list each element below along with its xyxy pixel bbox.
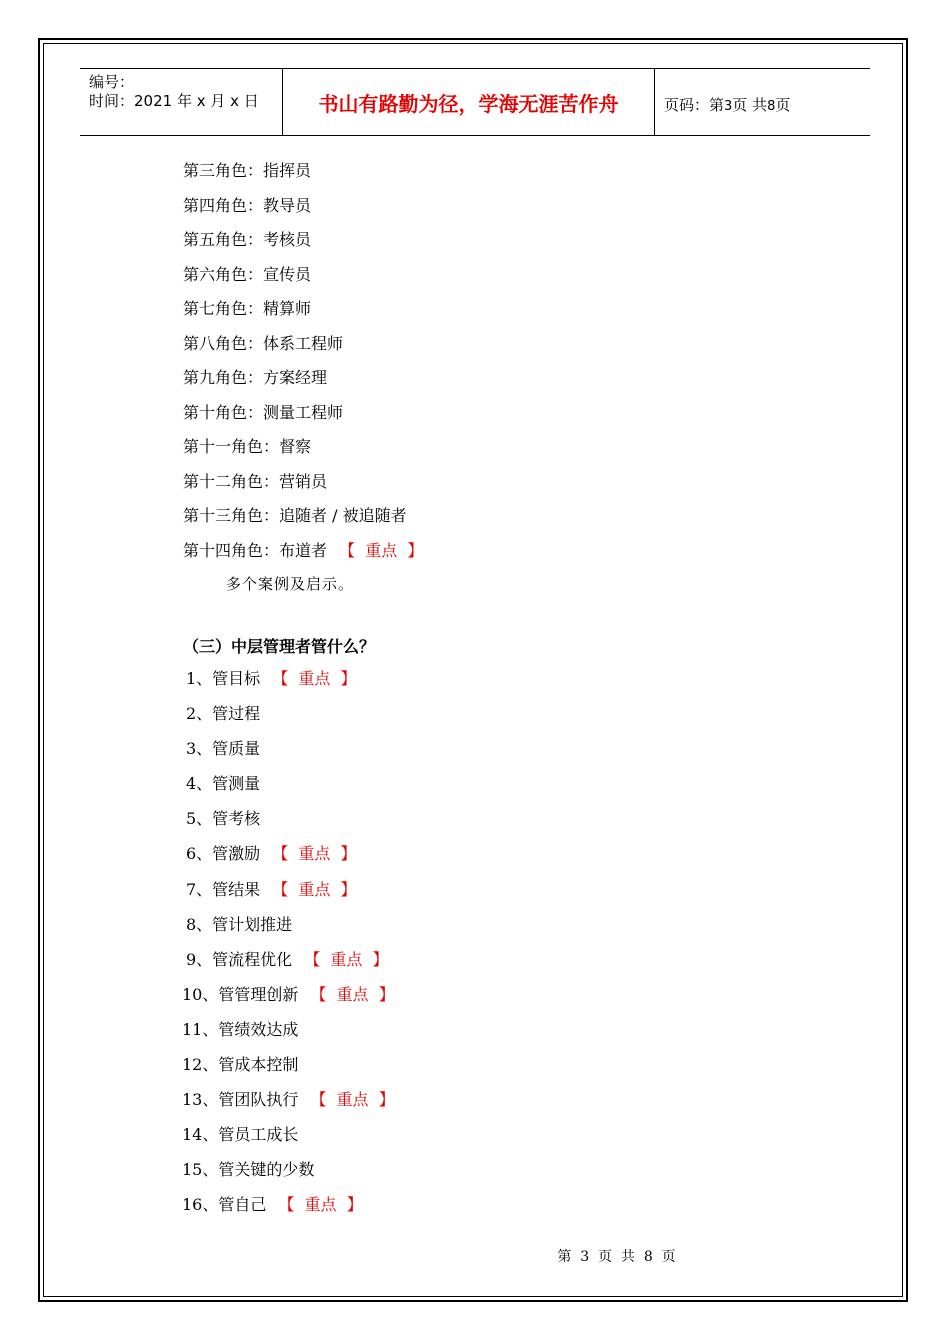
role-line bbox=[183, 228, 423, 263]
role-line bbox=[183, 263, 423, 298]
role-line-text: 第九角色：方案经理 bbox=[183, 368, 328, 387]
manage-items-list bbox=[182, 667, 395, 1229]
manage-item-text: 3、管质量 bbox=[186, 739, 261, 759]
manage-item-text: 12、管成本控制 bbox=[182, 1055, 299, 1075]
manage-item-text: 9、管流程优化 bbox=[186, 949, 293, 969]
manage-item bbox=[182, 1158, 395, 1193]
role-line bbox=[183, 159, 423, 194]
manage-item-text: 2、管过程 bbox=[186, 704, 261, 724]
role-line-text: 第十一角色：督察 bbox=[183, 437, 312, 456]
key-point-mark: 【 重点 】 bbox=[278, 1195, 363, 1215]
role-line bbox=[183, 401, 423, 436]
cases-note: 多个案例及启示。 bbox=[226, 575, 355, 593]
manage-item bbox=[182, 667, 395, 702]
role-line-text: 第三角色：指挥员 bbox=[183, 161, 312, 180]
key-point-mark: 【 重点 】 bbox=[310, 1090, 395, 1110]
key-point-mark: 【 重点 】 bbox=[272, 844, 357, 864]
page-suffix: 页 bbox=[775, 96, 791, 114]
header-page-info bbox=[655, 69, 870, 136]
role-line bbox=[183, 297, 423, 332]
page-header bbox=[80, 68, 870, 136]
role-line-text: 第十角色：测量工程师 bbox=[183, 402, 344, 422]
manage-item bbox=[182, 948, 395, 983]
manage-item-text: 5、管考核 bbox=[186, 809, 261, 829]
role-line bbox=[183, 539, 423, 574]
role-line-text: 第十四角色：布道者 bbox=[183, 540, 328, 560]
manage-item-text: 7、管结果 bbox=[186, 879, 261, 899]
manage-item-text: 15、管关键的少数 bbox=[182, 1160, 315, 1180]
header-left-cell bbox=[80, 69, 282, 136]
manage-item bbox=[182, 842, 395, 877]
manage-item-text: 1、管目标 bbox=[186, 669, 261, 688]
role-line bbox=[183, 504, 423, 539]
manage-item-text: 8、管计划推进 bbox=[186, 914, 293, 934]
manage-item-text: 6、管激励 bbox=[186, 844, 261, 864]
key-point-mark: 【 重点 】 bbox=[272, 669, 357, 688]
page-prefix: 页码：第 bbox=[664, 96, 725, 114]
role-line bbox=[183, 194, 423, 229]
manage-item bbox=[182, 983, 395, 1018]
role-line-text: 第六角色：宣传员 bbox=[183, 264, 312, 284]
role-line bbox=[183, 332, 423, 367]
role-line-text: 第八角色：体系工程师 bbox=[183, 333, 344, 353]
role-line bbox=[183, 435, 423, 470]
manage-item bbox=[182, 1123, 395, 1158]
page-border-inner bbox=[43, 43, 903, 1297]
key-point-mark: 【 重点 】 bbox=[304, 949, 389, 969]
key-point-mark: 【 重点 】 bbox=[339, 540, 424, 560]
page-number: 3 bbox=[724, 99, 733, 114]
manage-item-text: 10、管管理创新 bbox=[182, 984, 299, 1004]
role-line-text: 第四角色：教导员 bbox=[183, 195, 312, 215]
section-title: （三）中层管理者管什么？ bbox=[183, 637, 376, 656]
manage-item bbox=[182, 1193, 395, 1228]
page-total: 8 bbox=[767, 99, 776, 114]
date-label: 时间：2021 年 x 月 x 日 bbox=[89, 92, 259, 110]
manage-item bbox=[182, 1053, 395, 1088]
role-line-text: 第十二角色：营销员 bbox=[183, 471, 328, 491]
role-line bbox=[183, 470, 423, 505]
manage-item bbox=[182, 1018, 395, 1053]
manage-item bbox=[182, 737, 395, 772]
page-mid: 页 共 bbox=[732, 96, 768, 114]
manage-item-text: 16、管自己 bbox=[182, 1195, 267, 1215]
role-line-text: 第十三角色：追随者 / 被追随者 bbox=[183, 506, 407, 525]
manage-item-text: 13、管团队执行 bbox=[182, 1090, 299, 1110]
key-point-mark: 【 重点 】 bbox=[272, 879, 357, 899]
manage-item-text: 14、管员工成长 bbox=[182, 1125, 299, 1145]
manage-item bbox=[182, 913, 395, 948]
number-label: 编号： bbox=[89, 73, 135, 91]
manage-item-text: 4、管测量 bbox=[186, 774, 261, 794]
role-line-text: 第五角色：考核员 bbox=[183, 230, 312, 249]
manage-item bbox=[182, 878, 395, 913]
page-footer: 第 3 页 共 8 页 bbox=[557, 1249, 676, 1265]
manage-item bbox=[182, 1088, 395, 1123]
manage-item bbox=[182, 702, 395, 737]
key-point-mark: 【 重点 】 bbox=[310, 984, 395, 1004]
manage-item bbox=[182, 772, 395, 807]
manage-item-text: 11、管绩效达成 bbox=[182, 1019, 299, 1039]
header-motto: 书山有路勤为径，学海无涯苦作舟 bbox=[282, 69, 655, 136]
role-line-text: 第七角色：精算师 bbox=[183, 299, 312, 318]
manage-item bbox=[182, 807, 395, 842]
roles-list bbox=[183, 159, 423, 573]
role-line bbox=[183, 366, 423, 401]
